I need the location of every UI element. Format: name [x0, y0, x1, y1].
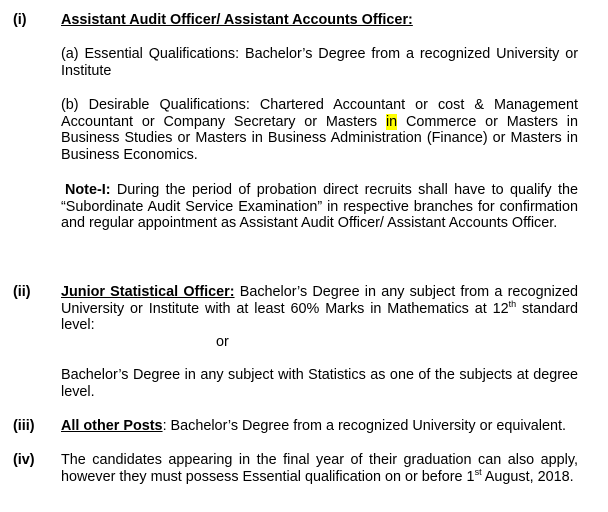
section-ii-body-end: standard level: — [61, 300, 578, 333]
section-iv-body: The candidates appearing in the final year of their graduation can also apply, however they must possess Essential qualification on or before 1 — [61, 452, 578, 485]
desirable-text-end: Commerce or Masters in Business Studies or Masters in Business Administration (Finance) or Masters in Business Economics. — [61, 113, 579, 163]
section-iii-body: : Bachelor’s Degree from a recognized University or equivalent. — [162, 418, 566, 434]
section-title-ii: Junior Statistical Officer: — [61, 284, 235, 300]
section-number-iv: (iv) — [13, 452, 35, 468]
highlighted-word: in — [385, 113, 398, 130]
section-iv-text — [61, 452, 578, 485]
section-ii-alternative: Bachelor’s Degree in any subject with Statistics as one of the subjects at degree level. — [61, 367, 578, 400]
section-iv-body-end: August, 2018. — [481, 468, 574, 485]
or-separator: or — [216, 334, 229, 350]
note-label: Note-I: — [65, 182, 111, 198]
note-text: During the period of probation direct recruits shall have to qualify the “Subordinate Audit Service Examination” in respective branches for confirmation and regular appointment as Assistant Audit Officer/ Assistant Accounts Officer. — [61, 182, 578, 231]
section-number-iii: (iii) — [13, 418, 35, 434]
note-i — [61, 182, 578, 232]
section-title-iii: All other Posts — [61, 418, 163, 434]
essential-qualifications-i: (a) Essential Qualifications: Bachelor’s Degree from a recognized University or Institute — [61, 46, 578, 79]
desirable-text-start: (b) Desirable Qualifications: Chartered Accountant or cost & Management Accountant or Company Secretary or Masters — [61, 97, 578, 130]
section-iii-text — [61, 418, 578, 435]
section-ii-text — [61, 284, 578, 334]
superscript-st: st — [474, 466, 482, 477]
section-ii-body: Bachelor’s Degree in any subject from a recognized University or Institute with at least 60% Marks in Mathematics at 12 — [61, 284, 578, 317]
superscript-th: th — [508, 298, 517, 309]
section-number-i: (i) — [13, 12, 27, 28]
section-title-i: Assistant Audit Officer/ Assistant Accounts Officer: — [61, 12, 413, 28]
section-number-ii: (ii) — [13, 284, 31, 300]
desirable-qualifications-i — [61, 97, 578, 163]
